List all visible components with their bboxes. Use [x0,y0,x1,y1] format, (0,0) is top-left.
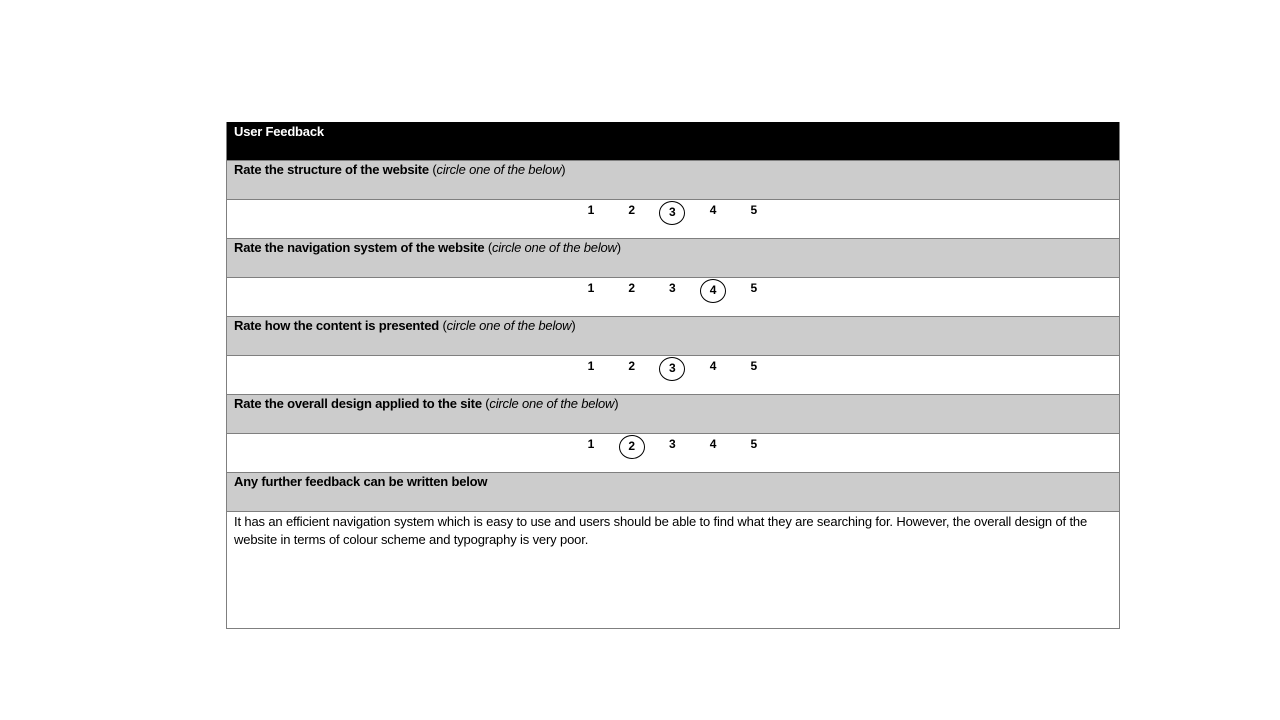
rating-row-content [227,356,1119,395]
rating-option-4-selected[interactable]: 4 [700,279,726,303]
rating-option-5[interactable]: 5 [750,437,758,451]
question-label: Rate how the content is presented [234,318,440,333]
question-hint: circle one of the below [491,240,617,255]
rating-option-3-selected[interactable]: 3 [659,357,685,381]
rating-option-4[interactable]: 4 [709,437,717,451]
question-hint: circle one of the below [489,396,615,411]
rating-scale [578,201,778,223]
rating-scale [578,435,778,457]
rating-option-2[interactable]: 2 [628,281,636,295]
user-feedback-table [226,122,1120,629]
question-navigation: Rate the navigation system of the website (circle one of the below) [227,239,1119,278]
rating-option-3-selected[interactable]: 3 [659,201,685,225]
rating-option-1[interactable]: 1 [587,437,595,451]
rating-scale [578,357,778,379]
rating-option-5[interactable]: 5 [750,281,758,295]
rating-option-1[interactable]: 1 [587,359,595,373]
question-label: Rate the overall design applied to the site [234,396,482,411]
question-label: Any further feedback can be written below [234,474,488,489]
rating-option-1[interactable]: 1 [587,203,595,217]
rating-option-3[interactable]: 3 [669,281,676,295]
rating-option-3[interactable]: 3 [669,437,676,451]
rating-option-5[interactable]: 5 [750,203,758,217]
question-further-feedback [227,473,1119,512]
rating-option-4[interactable]: 4 [709,359,717,373]
rating-row-structure [227,200,1119,239]
rating-option-2[interactable]: 2 [628,203,636,217]
question-content: Rate how the content is presented (circle one of the below) [227,317,1119,356]
form-title: User Feedback [227,122,1119,161]
rating-option-5[interactable]: 5 [750,359,758,373]
rating-option-2[interactable]: 2 [628,359,636,373]
rating-option-4[interactable]: 4 [709,203,717,217]
rating-option-1[interactable]: 1 [587,281,595,295]
rating-option-2-selected[interactable]: 2 [619,435,645,459]
question-hint: circle one of the below [436,162,562,177]
question-label: Rate the navigation system of the website [234,240,485,255]
question-label: Rate the structure of the website [234,162,429,177]
question-hint: circle one of the below [446,318,572,333]
rating-row-design [227,434,1119,473]
feedback-text[interactable]: It has an efficient navigation system which is easy to use and users should be able to find what they are searching for. However, the overall design of the website in terms of colour scheme and typography is very poor. [227,512,1119,628]
rating-row-navigation [227,278,1119,317]
question-design: Rate the overall design applied to the site (circle one of the below) [227,395,1119,434]
question-structure: Rate the structure of the website (circle one of the below) [227,161,1119,200]
rating-scale [578,279,778,301]
